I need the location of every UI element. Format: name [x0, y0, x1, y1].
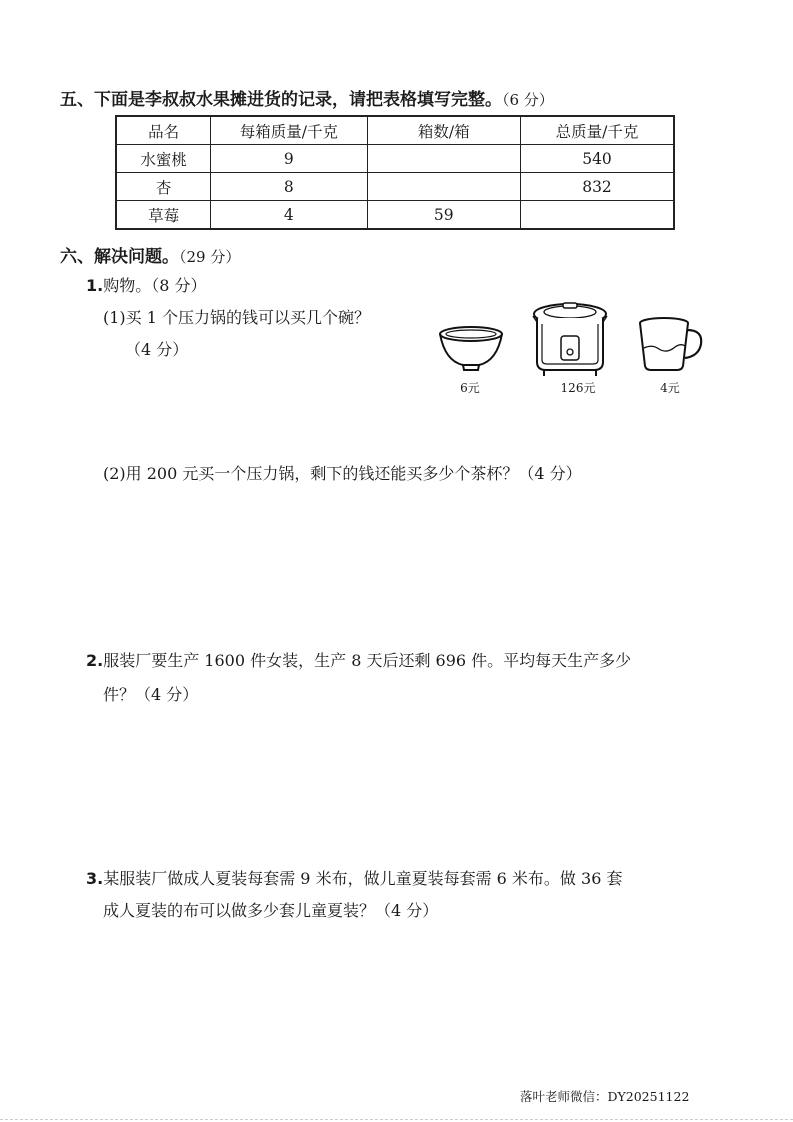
table-row: [116, 173, 674, 201]
section5-title: 五、下面是李叔叔水果摊进货的记录，请把表格填写完整。: [60, 90, 502, 110]
section6-title: 六、解决问题。: [60, 247, 179, 267]
table-cell: 草莓: [116, 201, 211, 230]
pressure-cooker-icon: [530, 300, 610, 378]
section6-heading: [60, 242, 240, 267]
section5-heading: [60, 85, 554, 110]
question-number: 2.: [86, 651, 104, 670]
table-cell: 4: [211, 201, 367, 230]
section5-points: （6 分）: [502, 91, 554, 109]
question-1-sub1-points: （4 分）: [125, 340, 189, 359]
question-2-line2: 件？（4 分）: [103, 685, 199, 704]
fruit-records-table: [115, 115, 675, 230]
question-text: 某服装厂做成人夏装每套需 9 米布，做儿童夏装每套需 6 米布。做 36 套: [103, 869, 623, 888]
question-text: 服装厂要生产 1600 件女装，生产 8 天后还剩 696 件。平均每天生产多少: [103, 651, 632, 670]
section6-points: （29 分）: [179, 248, 241, 266]
question-1-sub2: (2)用 200 元买一个压力锅，剩下的钱还能买多少个茶杯？（4 分）: [103, 464, 582, 483]
table-header-cell: 箱数/箱: [367, 116, 520, 145]
cup-icon: [637, 316, 705, 372]
table-header-cell: 每箱质量/千克: [211, 116, 367, 145]
table-cell: 59: [367, 201, 520, 230]
table-cell: 9: [211, 145, 367, 173]
question-3-line1: [86, 866, 622, 889]
table-row: [116, 145, 674, 173]
table-cell: 540: [521, 145, 675, 173]
table-cell-blank[interactable]: [367, 173, 520, 201]
table-header-cell: 总质量/千克: [521, 116, 675, 145]
question-number: 3.: [86, 869, 104, 888]
table-cell-blank[interactable]: [521, 201, 675, 230]
price-label: 126元: [560, 381, 596, 395]
table-cell: 水蜜桃: [116, 145, 211, 173]
table-cell: 832: [521, 173, 675, 201]
table-cell-blank[interactable]: [367, 145, 520, 173]
table-cell: 杏: [116, 173, 211, 201]
question-text: 购物。（8 分）: [103, 276, 207, 295]
question-1: [86, 273, 207, 296]
price-label: 4元: [660, 381, 680, 395]
bowl-icon: [437, 325, 505, 373]
question-number: 1.: [86, 276, 104, 295]
question-2-line1: [86, 648, 631, 671]
table-row: [116, 201, 674, 230]
question-3-line2: 成人夏装的布可以做多少套儿童夏装？（4 分）: [103, 901, 439, 920]
table-header-cell: 品名: [116, 116, 211, 145]
page-edge-divider: [0, 1119, 793, 1120]
footer-watermark: 落叶老师微信：DY20251122: [520, 1089, 690, 1104]
price-label: 6元: [460, 381, 480, 395]
question-1-sub1: (1)买 1 个压力锅的钱可以买几个碗？: [103, 308, 371, 327]
table-cell: 8: [211, 173, 367, 201]
table-header-row: [116, 116, 674, 145]
